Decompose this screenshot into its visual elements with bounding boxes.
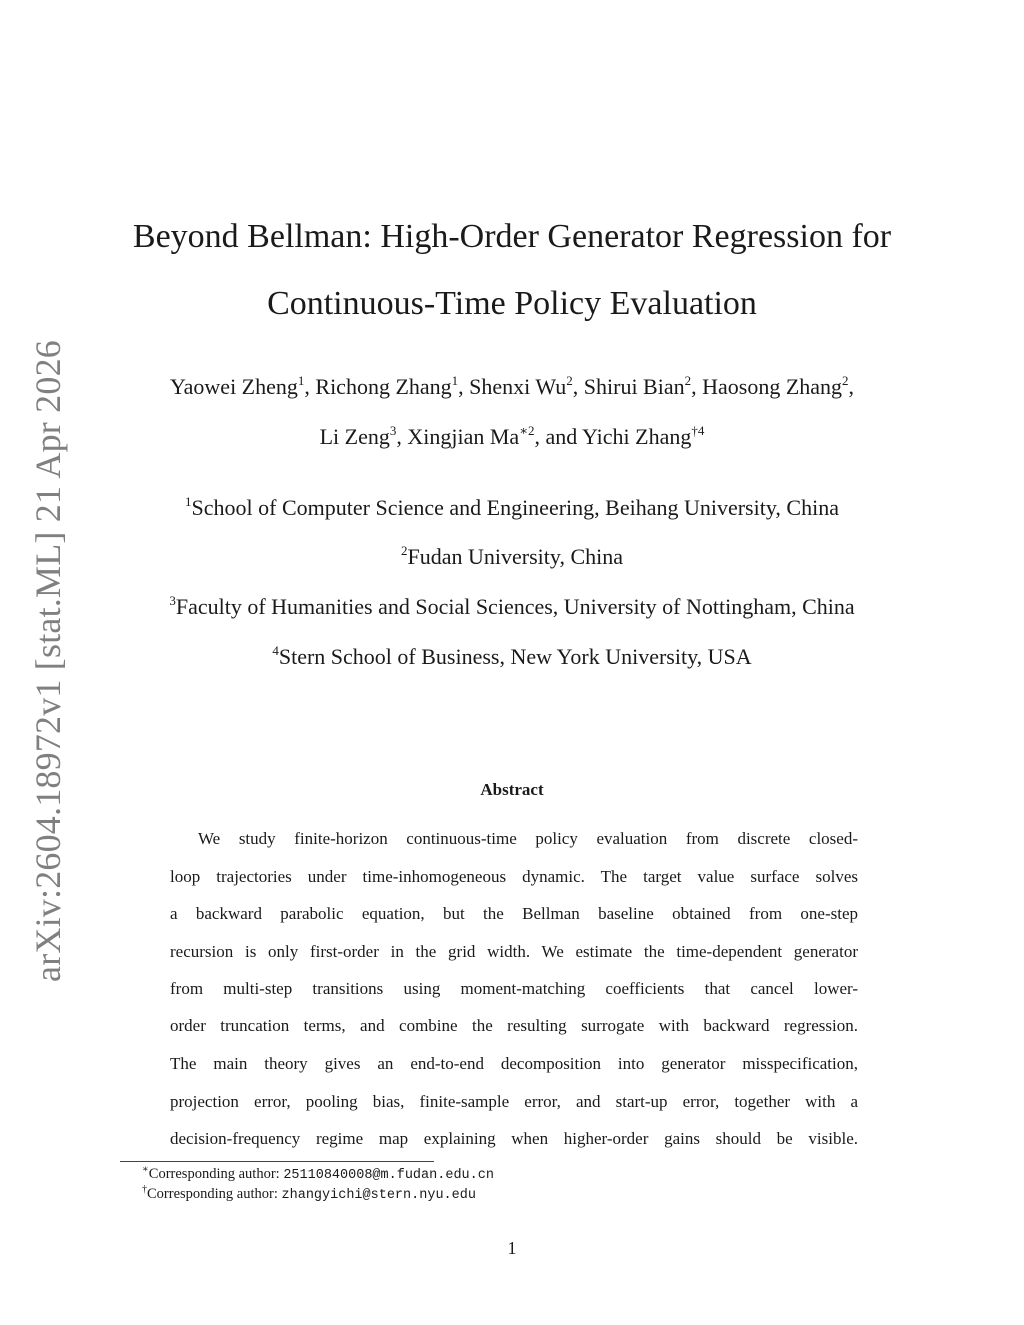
author-affiliation-mark: ∗2 [519,423,535,438]
author-affiliation-mark: 3 [389,423,397,438]
author-separator: , [396,424,408,449]
author-name: Yichi Zhang [582,424,692,449]
abstract-line: decision-frequency regime map explaining when higher-order gains should be visible. [170,1129,858,1148]
affiliation-text: Faculty of Humanities and Social Sciences, University of Nottingham, China [175,594,855,619]
abstract-line: a backward parabolic equation, but the Bellman baseline obtained from one-step [170,904,858,923]
abstract-line: We study finite-horizon continuous-time policy evaluation from discrete closed- [198,829,858,848]
affiliation-mark: 1 [185,494,192,509]
abstract-line: loop trajectories under time-inhomogeneous dynamic. The target value surface solves [170,867,858,886]
abstract-line: order truncation terms, and combine the resulting surrogate with backward regression. [170,1016,858,1035]
affiliation-text: School of Computer Science and Engineering, Beihang University, China [191,495,839,520]
affiliation-mark: 4 [272,643,279,658]
author-name: Yaowei Zheng [169,374,298,399]
footnote-label: Corresponding author: [147,1186,282,1202]
author-separator: , [304,374,316,399]
footnote-corresponding-author-1 [142,1166,494,1183]
affiliation-1 [80,495,944,521]
author-affiliation-mark: 2 [842,373,849,388]
abstract-line: projection error, pooling bias, finite-sample error, and start-up error, together with a [170,1092,858,1111]
author-name: Shirui Bian [583,374,685,399]
author-affiliation-mark: 2 [566,373,573,388]
paper-title-line-2: Continuous-Time Policy Evaluation [267,285,757,322]
email-link[interactable]: zhangyichi@stern.nyu.edu [281,1188,476,1203]
footnote-label: Corresponding author: [148,1166,284,1182]
author-conjunction: and [545,424,582,449]
affiliation-3 [80,594,944,620]
author-name: Shenxi Wu [469,374,567,399]
author-separator: , [458,374,470,399]
author-name: Haosong Zhang [702,374,843,399]
affiliation-text: Fudan University, China [407,544,623,569]
page-number: 1 [507,1238,517,1258]
arxiv-stamp [18,340,78,982]
abstract-line: The main theory gives an end-to-end decomposition into generator misspecification, [170,1054,858,1073]
author-list-line-1 [80,374,944,400]
author-separator: , [572,374,584,399]
affiliation-mark: 3 [169,593,176,608]
abstract-line: from multi-step transitions using moment-matching coefficients that cancel lower- [170,979,858,998]
author-separator: , [691,374,703,399]
affiliation-4 [80,644,944,670]
author-affiliation-mark: 2 [684,373,692,388]
footnote-mark: ∗ [142,1164,149,1175]
arxiv-stamp-text: arXiv:2604.18972v1 [stat.ML] 21 Apr 2026 [28,340,68,982]
author-affiliation-mark: 1 [297,373,305,388]
footnote-mark: † [142,1184,147,1195]
author-name: Li Zeng [319,424,390,449]
affiliation-2 [80,544,944,570]
author-affiliation-mark: †4 [691,423,705,438]
author-separator: , [534,424,546,449]
author-affiliation-mark: 1 [451,373,459,388]
author-name: Richong Zhang [315,374,452,399]
author-list-line-2 [80,424,944,450]
email-link[interactable]: 25110840008@m.fudan.edu.cn [283,1168,494,1183]
affiliation-mark: 2 [401,543,408,558]
paper-title-line-1: Beyond Bellman: High-Order Generator Regression for [132,218,892,255]
abstract-line: recursion is only first-order in the grid width. We estimate the time-dependent generator [170,942,858,961]
footnote-corresponding-author-2 [142,1186,476,1203]
author-name: Xingjian Ma [407,424,520,449]
abstract-heading: Abstract [480,780,544,799]
affiliation-text: Stern School of Business, New York University, USA [278,644,752,669]
author-separator: , [848,374,855,399]
footnote-divider [120,1161,434,1162]
